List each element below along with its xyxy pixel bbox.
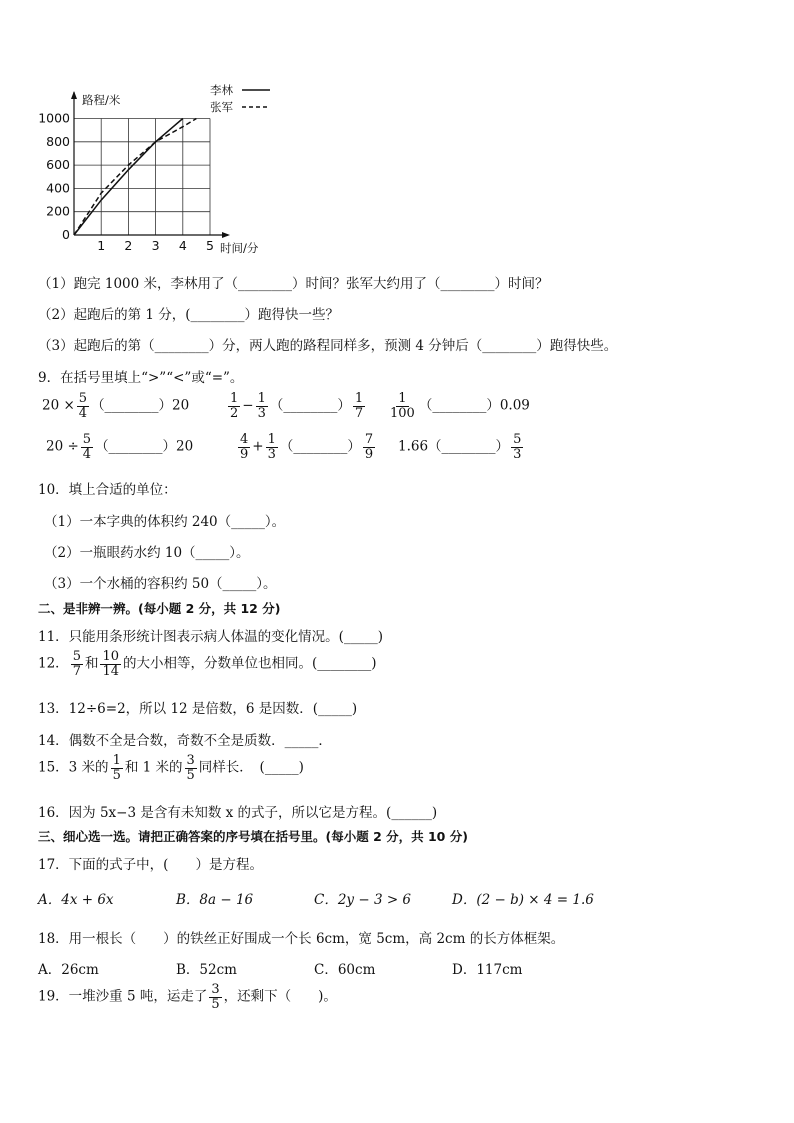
q8-part-1: （1）跑完 1000 米，李林用了（________）时间？张军大约用了（________）时间？ [38,276,549,292]
y-axis-label: 路程/米 [82,93,121,107]
numerator: 1 [257,391,266,406]
fraction [209,983,221,1011]
q9-r1a-pre: 20 × [42,397,75,414]
q9-r2a-post: （________）20 [95,438,194,455]
x-tick-label: 5 [206,238,214,253]
q16: 16．因为 5x−3 是含有未知数 x 的式子，所以它是方程。(______) [38,805,438,821]
y-tick-label: 0 [62,227,70,242]
fraction [71,650,83,678]
numerator: 1 [267,432,276,447]
fraction [266,433,278,461]
q15-text-mid: 和 1 米的 [124,759,183,776]
q10-title: 10．填上合适的单位： [38,482,177,498]
q19-text-pre: 19．一堆沙重 5 吨，运走了 [38,988,208,1005]
y-tick-label: 1000 [38,110,70,126]
fraction [388,392,417,420]
numerator: 10 [102,649,120,664]
numerator: 1 [398,391,407,406]
y-tick-label: 200 [46,203,70,219]
q9-row1-item-a [42,392,189,420]
q19-text-post: ，还剩下（ )。 [223,988,337,1005]
numerator: 5 [78,391,88,406]
q18-option-b: B．52cm [176,962,237,978]
legend-label: 李林 [210,84,233,97]
q18-option-c: C．60cm [314,962,376,978]
fraction [238,433,250,461]
q9-title: 9．在括号里填上“>”“<”或“=”。 [38,370,244,386]
q18-option-a: A．26cm [38,962,99,978]
numerator: 3 [186,753,195,768]
legend-label: 张军 [210,100,233,114]
denominator: 9 [364,446,374,462]
q18-option-d: D．117cm [452,962,523,978]
q8-part-3: （3）起跑后的第（________）分，两人跑的路程同样多，预测 4 分钟后（________）跑得快些。 [38,338,618,354]
q9-r2c-pre: 1.66（________） [398,438,510,455]
answer-blank: （________） [269,397,351,414]
x-tick-label: 1 [97,238,106,253]
fraction [256,392,268,420]
q9-row2-item-b [236,433,377,461]
q15-text-pre: 15．3 米的 [38,759,109,776]
x-tick-label: 3 [151,238,160,253]
operator: − [242,397,254,414]
distance-time-chart [32,84,292,259]
q12-text: 的大小相等，分数单位也相同。(________) [123,655,377,672]
q9-row2-item-a [46,433,193,461]
fraction [353,392,365,420]
numerator: 7 [364,432,374,447]
fraction [363,433,375,461]
numerator: 5 [513,432,522,447]
fraction [228,392,240,420]
q10-part-1: （1）一本字典的体积约 240（_____）。 [44,514,286,530]
fraction [511,433,523,461]
denominator: 4 [82,446,92,462]
q17-option-c: C．2y − 3 > 6 [314,892,412,908]
denominator: 14 [102,663,120,679]
y-tick-label: 800 [46,133,70,149]
q17-option-b: B．8a − 16 [176,892,254,908]
denominator: 7 [354,405,364,421]
q10-part-3: （3）一个水桶的容积约 50（_____）。 [44,576,277,592]
q15 [38,754,304,782]
numerator: 1 [112,753,121,768]
fraction [77,392,89,420]
x-axis-arrow [222,232,230,238]
q9-row2-item-c [398,433,525,461]
section-2-title: 二、是非辨一辨。(每小题 2 分，共 12 分) [38,601,281,616]
numerator: 1 [354,391,364,406]
denominator: 100 [390,405,415,421]
q11: 11．只能用条形统计图表示病人体温的变化情况。(_____) [38,629,383,645]
y-tick-label: 400 [46,180,70,196]
fraction [185,754,197,782]
denominator: 2 [230,405,239,421]
q17-option-d: D．(2 − b) × 4 = 1.6 [452,892,594,908]
q19 [38,983,337,1011]
series-line-张军 [74,119,196,236]
denominator: 3 [267,446,276,462]
fraction [81,433,93,461]
denominator: 5 [186,767,195,783]
numerator: 5 [72,649,81,664]
numerator: 4 [240,432,249,447]
q9-row1-item-b [226,392,367,420]
fraction [111,754,123,782]
numerator: 5 [82,432,92,447]
q18-stem: 18．用一根长（ ）的铁丝正好围成一个长 6cm，宽 5cm，高 2cm 的长方体框架。 [38,931,565,947]
section-3-title: 三、细心选一选。请把正确答案的序号填在括号里。(每小题 2 分，共 10 分) [38,829,468,844]
q9-row1-item-c [386,392,530,420]
fraction [100,650,121,678]
y-axis-arrow [71,91,77,99]
q9-r1c-post: （________）0.09 [418,397,530,414]
q15-text-post: 同样长． (_____) [198,759,304,776]
q12-and: 和 [84,655,99,672]
numerator: 1 [230,391,239,406]
denominator: 5 [211,996,220,1012]
denominator: 3 [513,446,522,462]
answer-blank: （________） [279,438,361,455]
numerator: 3 [211,982,220,997]
y-tick-label: 600 [46,157,70,173]
q14: 14．偶数不全是合数，奇数不全是质数．_____． [38,733,332,749]
q13: 13．12÷6=2，所以 12 是倍数，6 是因数．(_____) [38,701,358,717]
q8-part-2: （2）起跑后的第 1 分，(________）跑得快一些？ [38,307,340,323]
denominator: 9 [240,446,249,462]
x-axis-label: 时间/分 [220,241,259,255]
denominator: 5 [112,767,121,783]
q17-option-a: A．4x + 6x [38,892,114,908]
x-tick-label: 2 [124,238,133,253]
q12 [38,650,377,678]
denominator: 7 [72,663,81,679]
q9-r2a-pre: 20 ÷ [46,438,79,455]
q9-r1a-post: （________）20 [91,397,190,414]
operator: + [252,438,264,455]
x-tick-label: 4 [178,238,187,253]
q10-part-2: （2）一瓶眼药水约 10（_____）。 [44,545,250,561]
q17-stem: 17．下面的式子中，( ）是方程。 [38,857,263,873]
denominator: 3 [257,405,266,421]
denominator: 4 [78,405,88,421]
q12-number: 12． [38,655,69,672]
